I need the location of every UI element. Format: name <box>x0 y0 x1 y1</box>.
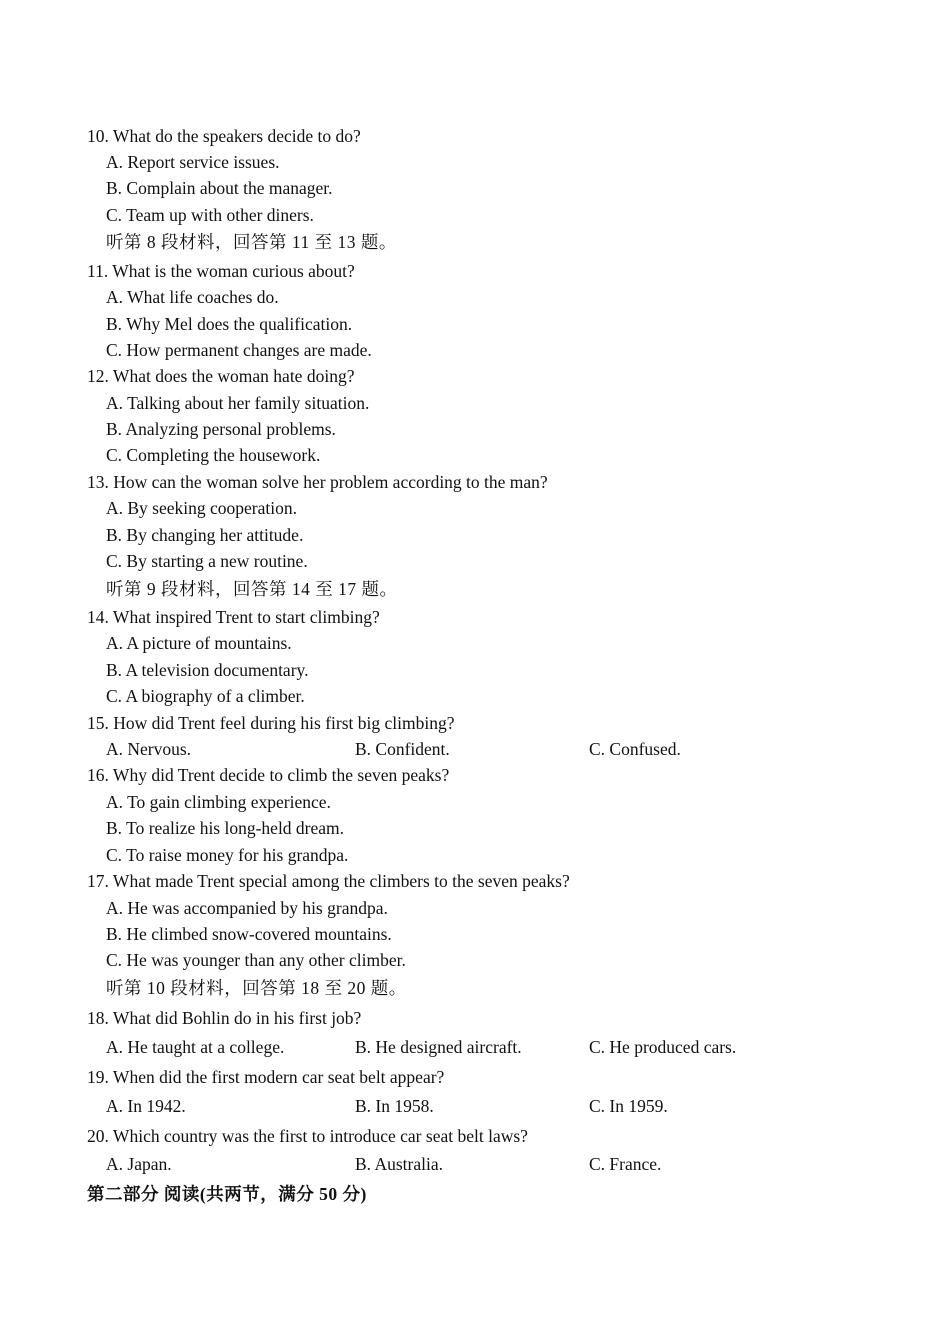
part-2-heading: 第二部分 阅读(共两节，满分 50 分) <box>87 1184 367 1204</box>
question-18-option-a: A. He taught at a college. <box>106 1037 285 1057</box>
question-17-option-c: C. He was younger than any other climber. <box>106 950 406 970</box>
question-16-stem: 16. Why did Trent decide to climb the seven peaks? <box>87 765 450 785</box>
question-11-option-c: C. How permanent changes are made. <box>106 340 372 360</box>
question-19-option-c: C. In 1959. <box>589 1096 668 1116</box>
section-8-instruction: 听第 8 段材料，回答第 11 至 13 题。 <box>106 232 397 252</box>
question-10-option-a: A. Report service issues. <box>106 152 280 172</box>
question-14-stem: 14. What inspired Trent to start climbing? <box>87 607 380 627</box>
question-13-option-b: B. By changing her attitude. <box>106 525 304 545</box>
question-12-option-c: C. Completing the housework. <box>106 445 321 465</box>
question-17-option-a: A. He was accompanied by his grandpa. <box>106 898 388 918</box>
question-13-option-c: C. By starting a new routine. <box>106 551 308 571</box>
question-19-option-a: A. In 1942. <box>106 1096 186 1116</box>
question-16-option-c: C. To raise money for his grandpa. <box>106 845 349 865</box>
question-11-stem: 11. What is the woman curious about? <box>87 261 355 281</box>
question-20-option-a: A. Japan. <box>106 1154 172 1174</box>
question-18-option-c: C. He produced cars. <box>589 1037 737 1057</box>
question-12-option-a: A. Talking about her family situation. <box>106 393 370 413</box>
question-16-option-b: B. To realize his long-held dream. <box>106 818 345 838</box>
question-19-option-b: B. In 1958. <box>355 1096 434 1116</box>
question-15-option-c: C. Confused. <box>589 739 681 759</box>
question-20-option-b: B. Australia. <box>355 1154 443 1174</box>
question-18-option-b: B. He designed aircraft. <box>355 1037 522 1057</box>
question-20-stem: 20. Which country was the first to introduce car seat belt laws? <box>87 1126 528 1146</box>
question-11-option-a: A. What life coaches do. <box>106 287 279 307</box>
question-18-stem: 18. What did Bohlin do in his first job? <box>87 1008 362 1028</box>
section-9-instruction: 听第 9 段材料，回答第 14 至 17 题。 <box>106 579 398 599</box>
section-10-instruction: 听第 10 段材料，回答第 18 至 20 题。 <box>106 978 407 998</box>
question-12-option-b: B. Analyzing personal problems. <box>106 419 336 439</box>
question-17-stem: 17. What made Trent special among the climbers to the seven peaks? <box>87 871 570 891</box>
question-19-stem: 19. When did the first modern car seat belt appear? <box>87 1067 445 1087</box>
question-20-option-c: C. France. <box>589 1154 662 1174</box>
question-15-option-a: A. Nervous. <box>106 739 192 759</box>
question-14-option-c: C. A biography of a climber. <box>106 686 305 706</box>
question-15-option-b: B. Confident. <box>355 739 450 759</box>
question-12-stem: 12. What does the woman hate doing? <box>87 366 355 386</box>
question-10-option-c: C. Team up with other diners. <box>106 205 314 225</box>
question-11-option-b: B. Why Mel does the qualification. <box>106 314 353 334</box>
question-15-stem: 15. How did Trent feel during his first big climbing? <box>87 713 455 733</box>
question-14-option-b: B. A television documentary. <box>106 660 309 680</box>
question-13-stem: 13. How can the woman solve her problem according to the man? <box>87 472 548 492</box>
question-14-option-a: A. A picture of mountains. <box>106 633 292 653</box>
question-16-option-a: A. To gain climbing experience. <box>106 792 331 812</box>
question-10-stem: 10. What do the speakers decide to do? <box>87 126 361 146</box>
question-13-option-a: A. By seeking cooperation. <box>106 498 297 518</box>
question-10-option-b: B. Complain about the manager. <box>106 178 333 198</box>
question-17-option-b: B. He climbed snow-covered mountains. <box>106 924 392 944</box>
